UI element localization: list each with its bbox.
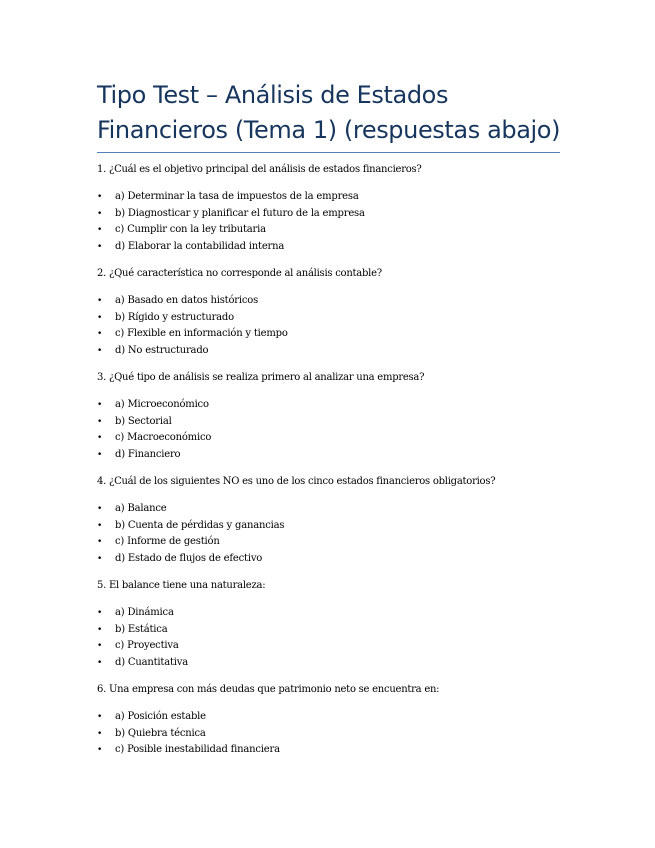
option-text: c) Flexible en información y tiempo [115,328,288,339]
option-text: a) Balance [115,503,167,514]
title-line-2: Financieros (Tema 1) (respuestas abajo) [97,116,561,144]
title-underline [97,152,560,153]
option-text: d) Elaborar la contabilidad interna [115,240,285,252]
option-item [97,239,577,256]
bullet-icon: • [97,624,103,635]
bullet-icon: • [97,241,103,252]
option-text: b) Estática [115,623,168,635]
bullet-icon: • [97,433,103,443]
bullet-icon: • [97,208,103,219]
option-item [97,551,577,568]
option-text: d) Estado de flujos de efectivo [115,552,263,564]
option-item [97,638,577,655]
question-2-text: 2. ¿Qué característica no corresponde al análisis contable? [97,268,382,279]
question-6-text: 6. Una empresa con más deudas que patrimonio neto se encuentra en: [97,684,440,695]
questions-list [97,163,577,771]
bullet-icon: • [97,192,103,202]
option-item [97,447,577,464]
question-3-options [97,397,577,463]
question-5-text: 5. El balance tiene una naturaleza: [97,580,266,591]
option-item [97,397,577,414]
bullet-icon: • [97,416,103,427]
bullet-icon: • [97,745,103,755]
option-text: b) Sectorial [115,415,172,427]
option-text: c) Macroeconómico [115,432,212,443]
option-item [97,414,577,431]
question-block-2 [97,267,577,359]
document-title [97,78,563,148]
option-item [97,655,577,672]
bullet-icon: • [97,400,103,410]
question-5-options [97,605,577,671]
question-3-text: 3. ¿Qué tipo de análisis se realiza primero al analizar una empresa? [97,372,425,383]
option-text: c) Posible inestabilidad financiera [115,744,280,755]
option-text: b) Rígido y estructurado [115,311,234,323]
option-text: b) Diagnosticar y planificar el futuro de la empresa [115,207,365,219]
option-text: c) Proyectiva [115,640,179,651]
question-4-text: 4. ¿Cuál de los siguientes NO es uno de los cinco estados financieros obligatorios? [97,476,496,487]
bullet-icon: • [97,345,103,356]
option-item [97,605,577,622]
option-text: b) Quiebra técnica [115,727,206,739]
bullet-icon: • [97,520,103,531]
option-text: b) Cuenta de pérdidas y ganancias [115,519,285,531]
option-item [97,326,577,343]
option-item [97,222,577,239]
bullet-icon: • [97,296,103,306]
question-block-6 [97,683,577,759]
question-block-4 [97,475,577,567]
question-6-options [97,709,577,759]
option-text: c) Cumplir con la ley tributaria [115,224,266,235]
option-text: d) Cuantitativa [115,656,189,668]
bullet-icon: • [97,553,103,564]
bullet-icon: • [97,712,103,722]
option-item [97,742,577,759]
option-text: d) Financiero [115,448,181,460]
question-block-1 [97,163,577,255]
question-4-options [97,501,577,567]
question-2-options [97,293,577,359]
option-item [97,189,577,206]
option-item [97,206,577,223]
bullet-icon: • [97,449,103,460]
option-item [97,343,577,360]
bullet-icon: • [97,537,103,547]
bullet-icon: • [97,329,103,339]
bullet-icon: • [97,608,103,618]
option-text: a) Microeconómico [115,399,209,410]
option-text: a) Determinar la tasa de impuestos de la empresa [115,191,359,202]
bullet-icon: • [97,728,103,739]
question-block-5 [97,579,577,671]
bullet-icon: • [97,657,103,668]
bullet-icon: • [97,641,103,651]
option-item [97,709,577,726]
option-text: a) Dinámica [115,607,174,618]
bullet-icon: • [97,225,103,235]
bullet-icon: • [97,312,103,323]
question-block-3 [97,371,577,463]
option-item [97,726,577,743]
option-item [97,293,577,310]
option-item [97,501,577,518]
option-item [97,518,577,535]
option-item [97,534,577,551]
option-text: a) Posición estable [115,711,206,722]
option-text: c) Informe de gestión [115,536,220,547]
option-item [97,622,577,639]
option-item [97,310,577,327]
question-1-options [97,189,577,255]
question-1-text: 1. ¿Cuál es el objetivo principal del análisis de estados financieros? [97,164,422,175]
option-text: d) No estructurado [115,344,209,356]
bullet-icon: • [97,504,103,514]
title-line-1: Tipo Test – Análisis de Estados [97,81,449,109]
option-text: a) Basado en datos históricos [115,295,259,306]
option-item [97,430,577,447]
